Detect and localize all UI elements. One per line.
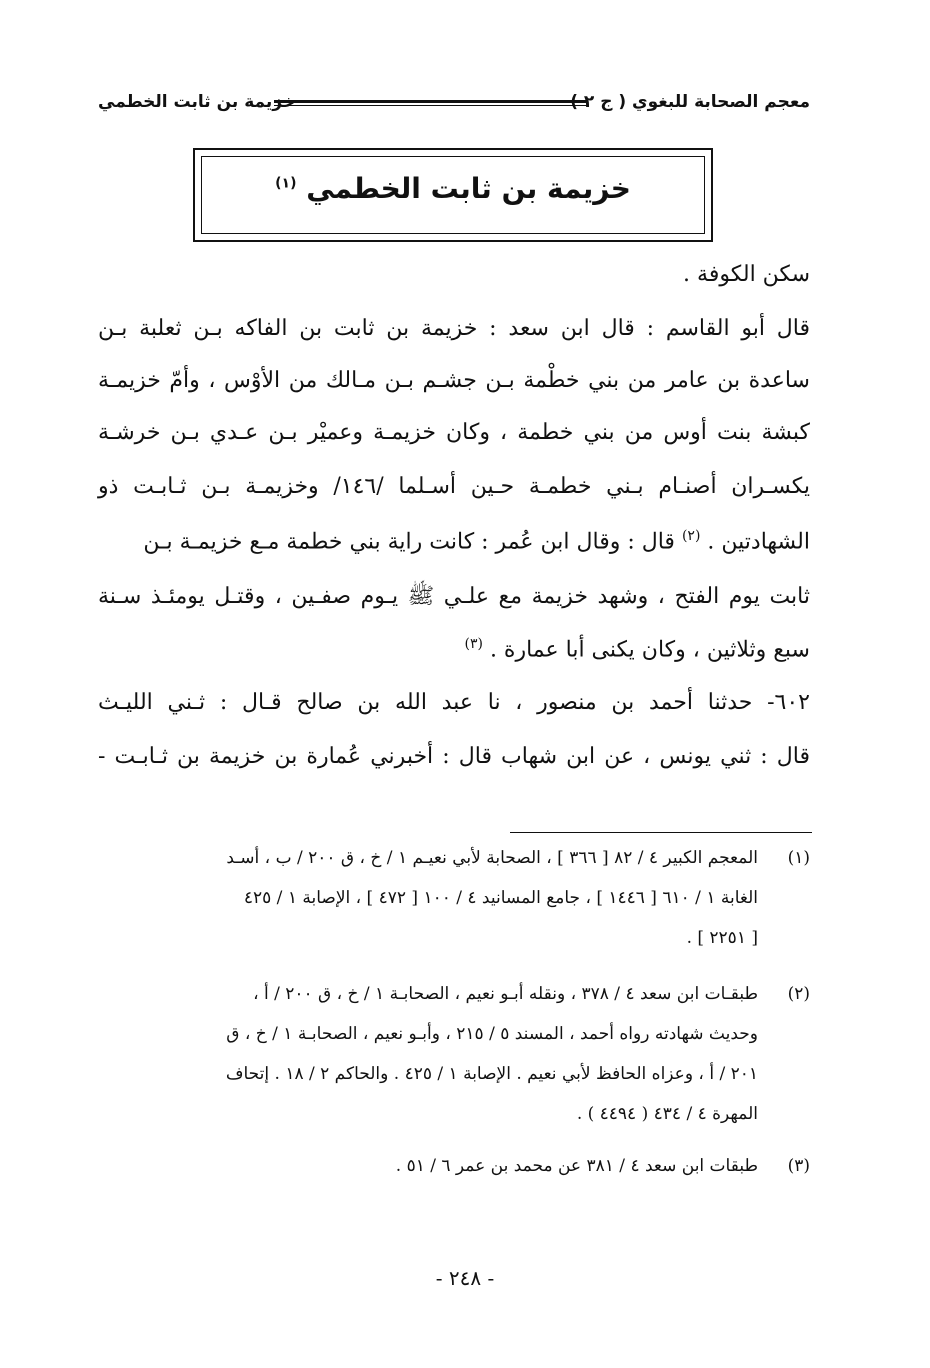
footnote-number: (٢) bbox=[787, 984, 810, 1004]
hadith-line: ٦٠٢- حدثنا أحمد بن منصور ، نا عبد الله بن صالح قـال : ثـني الليـث bbox=[98, 690, 810, 715]
footnote-line: المهرة ٤ / ٤٣٤ ( ٤٤٩٤ ) . bbox=[576, 1104, 758, 1124]
body-line: كبشة بنت أوس من بني خطمة ، وكان خزيمـة وعميْر بـن عـدي بـن خرشـة bbox=[98, 420, 810, 445]
footnote-ref-3: (٣) bbox=[464, 636, 483, 652]
hadith-line: قال : ثني يونس ، عن ابن شهاب قال : أخبرني عُمارة بن خزيمة بن ثـابـت - bbox=[98, 744, 810, 769]
entry-title: خزيمة بن ثابت الخطمي bbox=[98, 92, 296, 112]
body-line bbox=[98, 636, 810, 662]
body-line: ثابت يوم الفتح ، وشهد خزيمة مع علـي ﷺ يـوم صفـين ، وقتـل يومئـذ سـنة bbox=[98, 584, 810, 609]
body-line: ساعدة بن عامر من بني خطْمة بـن جشـم بـن مـالك من الأوْس ، وأمّ خزيمـة bbox=[98, 368, 810, 393]
footnote-line: المعجم الكبير ٤ / ٨٢ [ ٣٦٦ ] ، الصحابة لأبي نعيـم ١ / خ ، ق ٢٠٠ / ب ، أسـد bbox=[226, 848, 758, 868]
footnote-line: [ ٢٢٥١ ] . bbox=[686, 928, 758, 948]
footnote-line: الغابة ١ / ٦١٠ [ ١٤٤٦ ] ، جامع المسانيد ٤ / ١٠٠ [ ٤٧٢ ] ، الإصابة ١ / ٤٢٥ bbox=[243, 888, 758, 908]
page-number: - ٢٤٨ - bbox=[435, 1266, 495, 1290]
footnote-separator bbox=[510, 832, 812, 833]
footnote-number: (٣) bbox=[787, 1156, 810, 1176]
footnote-ref-2: (٢) bbox=[681, 528, 701, 544]
entry-heading-text: خزيمة بن ثابت الخطمي bbox=[306, 172, 631, 205]
footnote-line: طبقات ابن سعد ٤ / ٣٨١ عن محمد بن عمر ٦ / ٥١ . bbox=[395, 1156, 758, 1176]
footnote-line: وحديث شهادته رواه أحمد ، المسند ٥ / ٢١٥ ، وأبـو نعيم ، الصحابـة ١ / خ ، ق bbox=[226, 1024, 758, 1044]
body-line: يكسـران أصنـام بـني خطمـة حـين أسـلما /١٤٦/ وخزيمـة بـن ثـابـت ذو bbox=[98, 474, 810, 499]
body-line bbox=[98, 528, 810, 554]
footnote-line: ٢٠١ / أ ، وعزاه الحافظ لأبي نعيم . الإصابة ١ / ٤٢٥ . والحاكم ٢ / ١٨ . إتحاف bbox=[225, 1064, 758, 1084]
book-title: معجم الصحابة للبغوي ( ج ٢ ) bbox=[570, 92, 810, 112]
body-line-end: قال : وقال ابن عُمر : كانت راية بني خطمة مـع خزيمـة بـن bbox=[143, 529, 675, 555]
body-line: سكن الكوفة . bbox=[683, 262, 810, 287]
body-line: قال أبو القاسم : قال ابن سعد : خزيمة بن ثابت بن الفاكه بـن ثعلبة بـن bbox=[98, 316, 810, 341]
footnote-number: (١) bbox=[787, 848, 810, 868]
body-line-start: الشهادتين . bbox=[707, 529, 810, 555]
footnote-line: طبقـات ابن سعد ٤ / ٣٧٨ ، ونقله أبـو نعيم ، الصحابـة ١ / خ ، ق ٢٠٠ / أ ، bbox=[253, 984, 758, 1004]
footnote-ref-1: (١) bbox=[275, 175, 297, 192]
body-text bbox=[98, 0, 810, 800]
body-line-text: سبع وثلاثين ، وكان يكنى أبا عمارة . bbox=[489, 637, 810, 663]
